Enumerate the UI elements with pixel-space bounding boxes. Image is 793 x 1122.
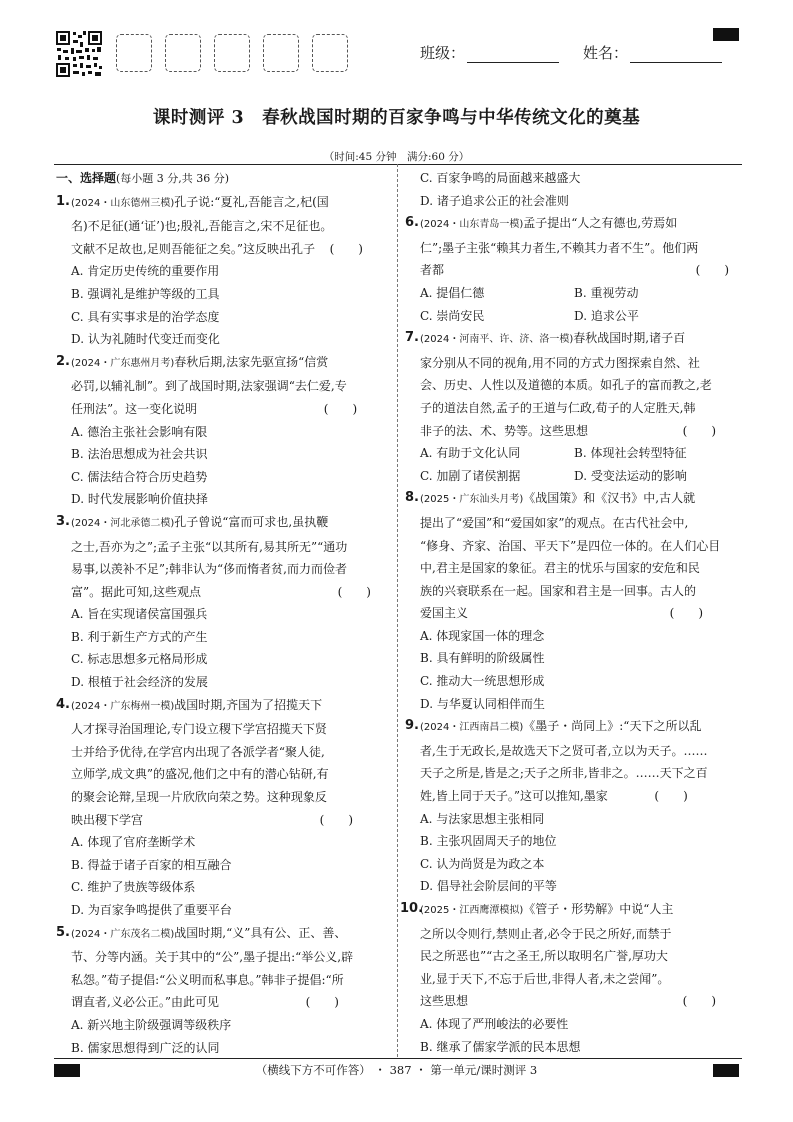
option[interactable]: C. 推动大一统思想形成 xyxy=(420,674,545,689)
option[interactable]: B. 主张巩固周天子的地位 xyxy=(420,834,557,849)
option[interactable]: B. 得益于诸子百家的相互融合 xyxy=(71,857,232,872)
answer-bracket[interactable]: ( ) xyxy=(669,606,704,621)
answer-bracket[interactable]: ( ) xyxy=(319,812,354,827)
answer-bracket[interactable]: ( ) xyxy=(305,995,339,1010)
question-number: 6. xyxy=(405,215,419,231)
option[interactable]: D. 追求公平 xyxy=(574,308,639,323)
code-box[interactable] xyxy=(312,34,348,72)
option[interactable]: A. 体现了严刑峻法的必要性 xyxy=(420,1016,569,1031)
option[interactable]: C. 标志思想多元格局形成 xyxy=(71,652,208,667)
answer-bracket[interactable]: ( ) xyxy=(329,241,363,256)
option[interactable]: B. 继承了儒家学派的民本思想 xyxy=(420,1039,581,1054)
option[interactable]: A. 德治主张社会影响有限 xyxy=(71,424,208,439)
section-heading: 一、选择题(每小题 3 分,共 36 分) xyxy=(56,171,230,185)
option[interactable]: B. 具有鲜明的阶级属性 xyxy=(420,651,545,666)
class-field[interactable] xyxy=(467,48,559,63)
option[interactable]: A. 旨在实现诸侯富国强兵 xyxy=(71,607,208,622)
answer-bracket[interactable]: ( ) xyxy=(682,994,717,1009)
answer-code-boxes xyxy=(116,34,348,72)
question-number: 7. xyxy=(405,330,419,346)
option[interactable]: C. 加剧了诸侯割据 xyxy=(420,468,521,483)
question-9: 9. (2024・江西南昌二模)《墨子・尚同上》:“天下之所以乱 者,生于无政长,是故选天下之贤可者,立以为天子。…… 天子之所是,皆是之;天子之所非,皆非之。……天下之百 姓,皆上同于天子。”这可以推知,墨家 ( ) xyxy=(405,715,739,807)
question-number: 2. xyxy=(56,353,70,369)
option-row xyxy=(405,305,739,328)
code-box[interactable] xyxy=(116,34,152,72)
code-box[interactable] xyxy=(214,34,250,72)
right-column xyxy=(400,167,739,1058)
option[interactable]: D. 与华夏认同相伴而生 xyxy=(420,696,545,711)
question-8: 8. (2025・广东汕头月考)《战国策》和《汉书》中,古人就 提出了“爱国”和“爱国如家”的观点。在古代社会中, “修身、齐家、治国、平天下”是四位一体的。在人们心目 中,君主是国家的象征。君主的忧乐与国家的安危和民 族的兴衰联系在一起。国家和君主是一回事。古人的 爱国主义 ( ) xyxy=(405,487,739,625)
column-divider xyxy=(397,164,398,1057)
top-rule xyxy=(54,164,742,165)
question-2: 2. (2024・广东惠州月考)春秋后期,法家先驱宣扬“信赏 必罚,以辅礼制”。到了战国时期,法家强调“去仁爱,专 任刑法”。这一变化说明 ( ) xyxy=(56,351,389,421)
question-1: 1. (2024・山东德州三模)孔子说:“夏礼,吾能言之,杞(国 名)不足征(通‘证’)也;殷礼,吾能言之,宋不足征也。 文献不足故也,足则吾能征之矣。”这反映出孔子 ( ) xyxy=(56,191,389,261)
question-number: 1. xyxy=(56,193,70,209)
option[interactable]: B. 儒家思想得到广泛的认同 xyxy=(71,1040,220,1055)
page-title xyxy=(0,104,793,129)
option-row xyxy=(405,442,739,465)
question-number: 9. xyxy=(405,718,419,734)
option[interactable]: A. 肯定历史传统的重要作用 xyxy=(71,264,220,279)
question-10: 10. (2025・江西鹰潭模拟)《管子・形势解》中说“人主 之所以令则行,禁则止者,必令于民之所好,而禁于 民之所恶也”“古之圣王,所以取明名广誉,厚功大 业,显于天下,不忘于后世,非得人者,未之尝闻”。 这些思想 ( ) xyxy=(405,898,739,1013)
option[interactable]: C. 具有实事求是的治学态度 xyxy=(71,309,220,324)
name-field[interactable] xyxy=(630,48,722,63)
option[interactable]: A. 有助于文化认同 xyxy=(420,446,521,461)
corner-mark xyxy=(713,28,739,41)
option[interactable]: A. 体现家国一体的理念 xyxy=(420,628,545,643)
question-number: 5. xyxy=(56,924,70,940)
question-7: 7. (2024・河南平、许、济、洛一模)春秋战国时期,诸子百 家分别从不同的视角,用不同的方式力图探索自然、社 会、历史、人性以及道德的本质。如孔子的富而教之,老 子的道法自然,孟子的王道与仁政,荀子的人定胜天,韩 非子的法、术、势等。这些思想 ( ) xyxy=(405,327,739,442)
option[interactable]: B. 强调礼是维护等级的工具 xyxy=(71,286,220,301)
name-label: 姓名： xyxy=(583,44,629,62)
option[interactable]: D. 倡导社会阶层间的平等 xyxy=(420,879,557,894)
qr-code xyxy=(55,30,103,78)
option-row xyxy=(405,465,739,488)
student-info xyxy=(420,42,722,63)
option[interactable]: C. 认为尚贤是为政之本 xyxy=(420,856,545,871)
question-number: 8. xyxy=(405,490,419,506)
option[interactable]: C. 百家争鸣的局面越来越盛大 xyxy=(420,171,581,185)
option[interactable]: A. 新兴地主阶级强调等级秩序 xyxy=(71,1017,232,1032)
class-label: 班级： xyxy=(420,44,466,62)
question-4: 4. (2024・广东梅州一模)战国时期,齐国为了招揽天下 人才探寻治国理论,专门设立稷下学宫招揽天下贤 士并给予优待,在学宫内出现了各派学者“聚人徒, 立师学,成文典”的盛况,他们之中有的潜心钻研,有 的聚会论辩,呈现一片欣欣向荣之势。这种现象反 映出稷下学宫 ( ) xyxy=(56,694,389,832)
question-number: 4. xyxy=(56,696,70,712)
option[interactable]: A. 体现了官府垄断学术 xyxy=(71,835,196,850)
option[interactable]: C. 维护了贵族等级体系 xyxy=(71,880,196,895)
footer-rule xyxy=(54,1058,742,1059)
answer-bracket[interactable]: ( ) xyxy=(323,401,358,416)
option[interactable]: B. 体现社会转型特征 xyxy=(574,446,687,461)
option[interactable]: D. 根植于社会经济的发展 xyxy=(71,675,208,690)
question-number: 3. xyxy=(56,513,70,529)
option[interactable]: A. 与法家思想主张相同 xyxy=(420,811,545,826)
code-box[interactable] xyxy=(165,34,201,72)
question-number: 10. xyxy=(400,901,424,916)
time-info: （时间:45 分钟 满分:60 分） xyxy=(323,151,470,163)
question-3: 3. (2024・河北承德二模)孔子曾说“富而可求也,虽执鞭 之士,吾亦为之”;孟子主张“以其所有,易其所无”“通功 易事,以羡补不足”;韩非认为“侈而惰者贫,而力而俭者 富”。据此可知,这些观点 ( ) xyxy=(56,511,389,603)
option[interactable]: D. 时代发展影响价值抉择 xyxy=(71,492,208,507)
option[interactable]: B. 重视劳动 xyxy=(574,285,639,300)
option-row xyxy=(405,282,739,305)
option[interactable]: D. 诸子追求公正的社会准则 xyxy=(420,193,569,208)
option[interactable]: D. 认为礼随时代变迁而变化 xyxy=(71,332,220,347)
option[interactable]: C. 儒法结合符合历史趋势 xyxy=(71,469,208,484)
corner-mark xyxy=(713,1064,739,1077)
option[interactable]: B. 利于新生产方式的产生 xyxy=(71,629,208,644)
answer-bracket[interactable]: ( ) xyxy=(682,423,717,438)
question-5: 5. (2024・广东茂名二模)战国时期,“义”具有公、正、善、 节、分等内涵。关于其中的“公”,墨子提出:“举公义,辟 私怨。”荀子提倡:“公义明而私事息。”韩非子提倡:“所 谓直者,义必公正。”由此可见 ( ) xyxy=(56,922,389,1014)
page-footer: （横线下方不可作答） ・ 387 ・ 第一单元/课时测评 3 xyxy=(255,1063,538,1077)
answer-bracket[interactable]: ( ) xyxy=(337,584,371,599)
answer-bracket[interactable]: ( ) xyxy=(695,263,730,278)
answer-bracket[interactable]: ( ) xyxy=(654,789,688,804)
option[interactable]: D. 为百家争鸣提供了重要平台 xyxy=(71,903,232,917)
option[interactable]: B. 法治思想成为社会共识 xyxy=(71,447,208,462)
code-box[interactable] xyxy=(263,34,299,72)
title-label: 课时测评 3 xyxy=(152,108,245,128)
left-column xyxy=(56,167,389,1059)
question-6: 6. (2024・山东青岛一模)孟子提出“人之有德也,劳焉如 仁”;墨子主张“赖其力者生,不赖其力者不生”。他们两 者都 ( ) xyxy=(405,212,739,282)
option[interactable]: A. 提倡仁德 xyxy=(420,285,485,300)
title-text: 春秋战国时期的百家争鸣与中华传统文化的奠基 xyxy=(262,108,641,128)
option[interactable]: D. 受变法运动的影响 xyxy=(574,468,687,483)
option[interactable]: C. 崇尚安民 xyxy=(420,308,485,323)
